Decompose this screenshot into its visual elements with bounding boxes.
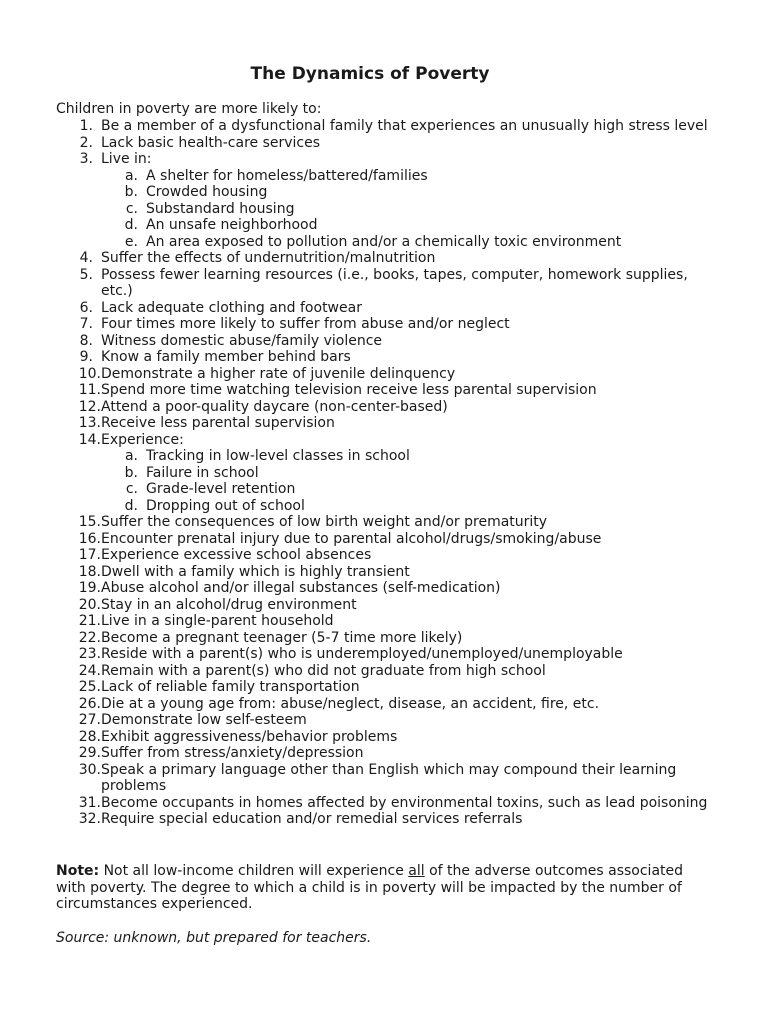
list-item [0,267,768,300]
list-item-text: Experience excessive school absences [101,547,372,563]
list-item-text: Four times more likely to suffer from abuse and/or neglect [101,316,510,332]
sub-list-item [0,498,768,515]
list-item [0,415,768,432]
sub-list-item [0,481,768,498]
list-item-number: 2. [79,134,93,151]
sub-list-item-letter: b. [124,184,138,200]
list-item [0,151,768,168]
list-item [0,349,768,366]
list-item-text: Suffer the consequences of low birth weight and/or prematurity [101,514,548,530]
list-item-number: 7. [79,316,93,332]
sub-list-item-text: Tracking in low-level classes in school [146,448,410,464]
list-item-number: 21. [78,613,101,629]
list-item-text: Demonstrate a higher rate of juvenile delinquency [101,365,456,382]
list-item-number: 23. [78,646,101,662]
list-item-number: 18. [78,563,101,580]
list-item-number: 5. [79,266,93,283]
list-item-number: 26. [78,695,101,712]
list-item-text: Become a pregnant teenager (5-7 time more likely) [101,629,463,646]
intro-text: Children in poverty are more likely to: [56,101,322,117]
list-item-text: Be a member of a dysfunctional family that experiences an unusually high stress level [101,118,708,134]
sub-list-item-text: An area exposed to pollution and/or a chemically toxic environment [146,233,622,250]
list-item [0,432,768,449]
list-item-text: Stay in an alcohol/drug environment [101,596,357,613]
list-item [0,762,768,795]
list-item-number: 20. [78,596,101,613]
list-item-number: 17. [78,547,101,563]
list-item-text: Experience: [101,431,184,448]
list-item-text: Exhibit aggressiveness/behavior problems [101,728,398,745]
note-text-before: Not all low-income children will experience [99,863,409,879]
list-item [0,399,768,416]
list-item-text: Live in a single-parent household [101,613,334,629]
list-item [0,514,768,531]
list-item [0,712,768,729]
list-item [0,646,768,663]
list-item-text: Speak a primary language other than English which may compound their learning problems [101,761,677,794]
list-item-number: 32. [78,811,101,827]
sub-list-item [0,465,768,482]
list-item-number: 1. [79,118,93,134]
list-item-text: Suffer the effects of undernutrition/malnutrition [101,250,436,266]
sub-list-item-text: Grade-level retention [146,481,296,497]
sub-list-item [0,217,768,234]
sub-list-item-letter: d. [124,497,138,514]
source-line: Source: unknown, but prepared for teachers. [56,930,372,946]
list-item-text: Reside with a parent(s) who is underemployed/unemployed/unemployable [101,646,623,662]
list-item [0,663,768,680]
list-item-number: 19. [78,580,101,596]
list-item-text: Lack of reliable family transportation [101,679,360,695]
note-text-after: of the adverse outcomes associated with poverty. The degree to which a child is in poverty will be impacted by the number of circumstances experienced. [56,863,684,912]
list-item-text: Suffer from stress/anxiety/depression [101,745,364,761]
list-item-number: 9. [79,349,93,365]
sub-list-item-letter: d. [124,217,138,233]
list-item [0,547,768,564]
list-item-number: 3. [79,151,93,167]
list-item [0,679,768,696]
list-item [0,696,768,713]
list-item-text: Remain with a parent(s) who did not graduate from high school [101,662,546,679]
list-item-number: 13. [78,415,101,431]
list-item-number: 22. [78,629,101,646]
list-item-text: Lack basic health-care services [101,134,321,151]
list-item-number: 24. [78,662,101,679]
list-item [0,382,768,399]
list-item [0,597,768,614]
list-item-number: 31. [78,794,101,811]
list-item-text: Become occupants in homes affected by environmental toxins, such as lead poisoning [101,794,708,811]
list-item-number: 12. [78,398,101,415]
list-item-number: 11. [78,382,101,398]
list-item-number: 29. [78,745,101,761]
list-item [0,300,768,317]
list-item [0,811,768,828]
list-item-text: Possess fewer learning resources (i.e., books, tapes, computer, homework supplies, etc.) [101,266,688,299]
list-item [0,729,768,746]
note-label: Note: [56,863,100,879]
list-item-text: Receive less parental supervision [101,415,335,431]
list-item-text: Live in: [101,151,152,167]
sub-list-item-text: Substandard housing [146,200,295,217]
sub-list-item-letter: c. [125,200,138,217]
outcomes-list [0,118,768,828]
list-item-text: Spend more time watching television receive less parental supervision [101,382,597,398]
list-item-text: Lack adequate clothing and footwear [101,299,362,316]
list-item [0,250,768,267]
sub-list-item [0,448,768,465]
list-item-text: Abuse alcohol and/or illegal substances (self-medication) [101,580,501,596]
list-item-text: Require special education and/or remedial services referrals [101,811,523,827]
list-item [0,118,768,135]
list-item [0,135,768,152]
sub-list-item [0,234,768,251]
list-item [0,630,768,647]
list-item [0,333,768,350]
list-item-number: 30. [78,761,101,778]
sub-list-item-text: Crowded housing [146,184,268,200]
list-item-number: 10. [78,365,101,382]
sub-list-item-letter: a. [124,448,138,464]
list-item-number: 14. [78,431,101,448]
list-item-text: Encounter prenatal injury due to parental alcohol/drugs/smoking/abuse [101,530,602,547]
list-item-text: Witness domestic abuse/family violence [101,332,383,349]
sub-list-item-text: Failure in school [146,464,259,481]
note-paragraph [56,863,716,913]
list-item-number: 27. [78,712,101,728]
list-item-text: Know a family member behind bars [101,349,351,365]
sub-list-item [0,184,768,201]
list-item-number: 4. [79,250,93,266]
sub-list-item-text: A shelter for homeless/battered/families [146,167,428,184]
list-item-text: Dwell with a family which is highly transient [101,563,410,580]
list-item-number: 25. [78,679,101,695]
list-item-number: 8. [79,332,93,349]
list-item [0,745,768,762]
list-item-number: 15. [78,514,101,530]
list-item [0,531,768,548]
list-item-text: Die at a young age from: abuse/neglect, disease, an accident, fire, etc. [101,695,600,712]
list-item-text: Attend a poor-quality daycare (non-center-based) [101,398,448,415]
sub-list-item [0,168,768,185]
sub-list-item-letter: e. [124,233,138,250]
list-item-number: 6. [79,299,93,316]
page-title: The Dynamics of Poverty [250,64,490,84]
list-item [0,316,768,333]
list-item-text: Demonstrate low self-esteem [101,712,307,728]
list-item [0,580,768,597]
list-item [0,564,768,581]
sub-list-item [0,201,768,218]
sub-list-item-letter: b. [124,464,138,481]
note-emphasis: all [408,863,425,879]
sub-list-item-text: Dropping out of school [146,497,305,514]
sub-list-item-letter: c. [125,481,138,497]
list-item-number: 28. [78,728,101,745]
list-item [0,613,768,630]
sub-list-item-letter: a. [124,167,138,184]
sub-list-item-text: An unsafe neighborhood [146,217,318,233]
list-item [0,795,768,812]
list-item-number: 16. [78,530,101,547]
list-item [0,366,768,383]
